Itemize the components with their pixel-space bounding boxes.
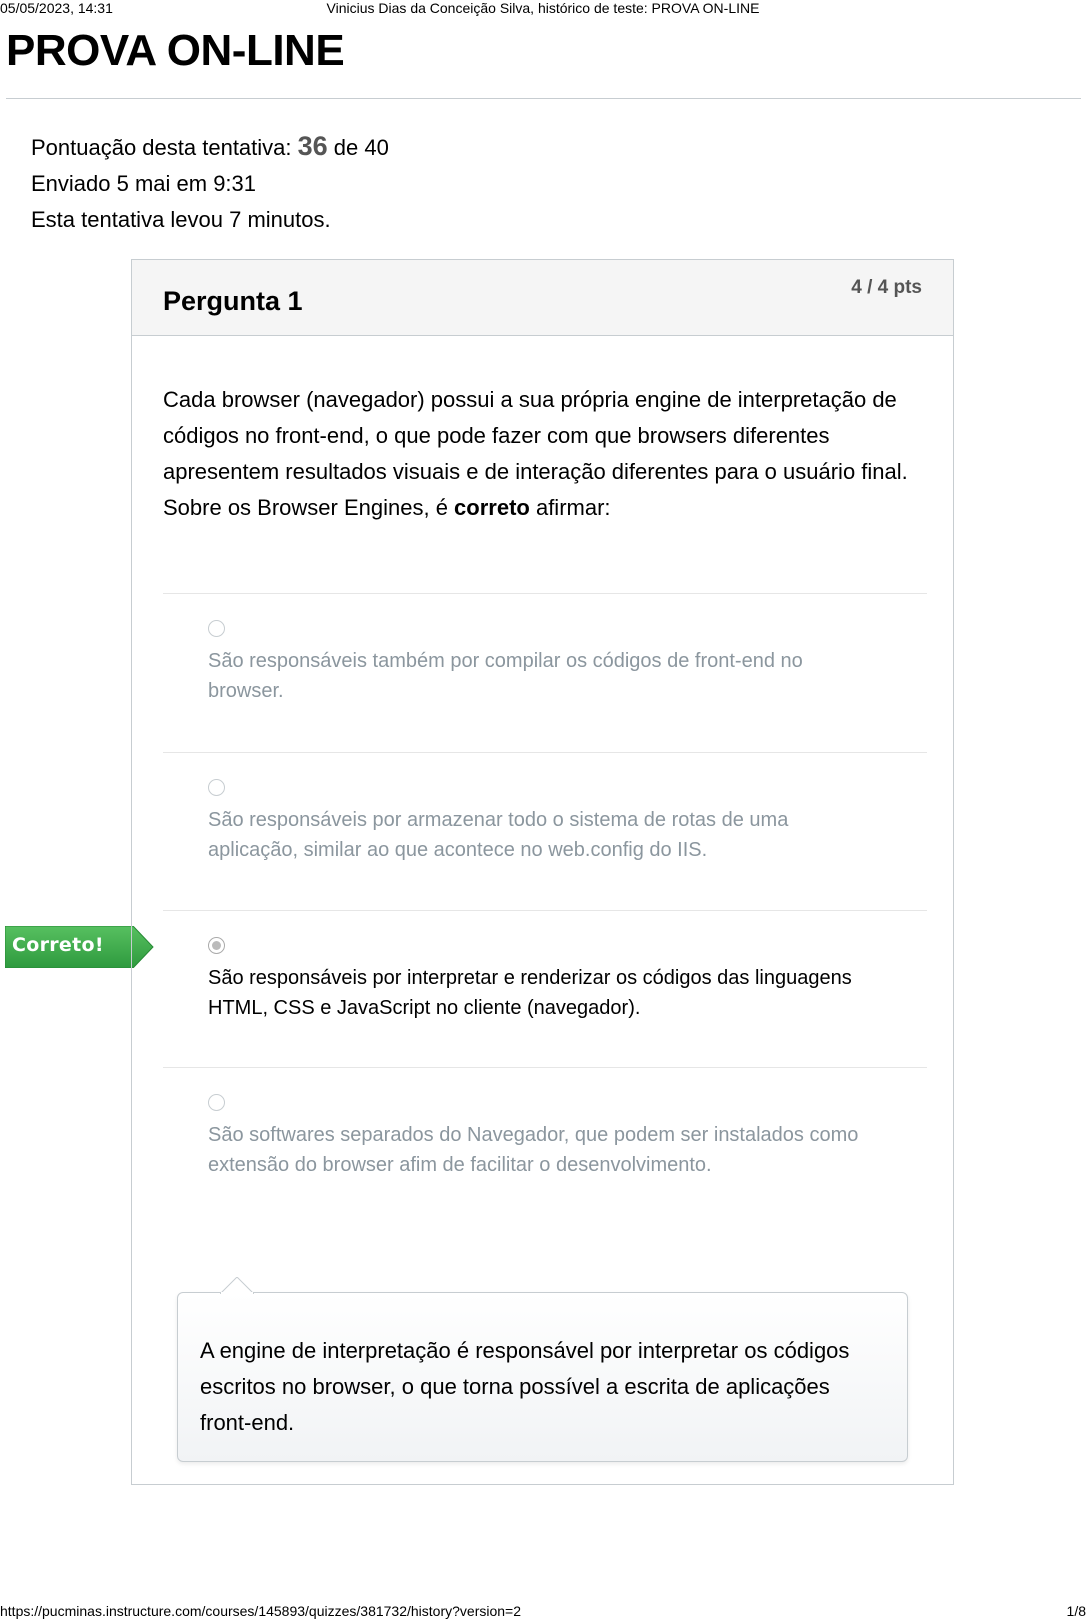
score-line	[31, 128, 389, 166]
score-suffix: de 40	[327, 135, 389, 160]
question-text	[163, 382, 933, 526]
duration-line: Esta tentativa levou 7 minutos.	[31, 207, 331, 232]
score-prefix: Pontuação desta tentativa:	[31, 135, 298, 160]
answer-option[interactable]	[163, 752, 927, 911]
question-header	[132, 260, 953, 336]
answer-text: São responsáveis por armazenar todo o sistema de rotas de uma aplicação, similar ao que acontece no web.config do IIS.	[208, 809, 789, 861]
prompt-emphasis: correto	[454, 495, 530, 520]
feedback-text: A engine de interpretação é responsável por interpretar os códigos escritos no browser, o que torna possível a escrita de aplicações front-end.	[200, 1338, 850, 1435]
answer-text: São responsáveis por interpretar e renderizar os códigos das linguagens HTML, CSS e JavaScript no cliente (navegador).	[208, 967, 852, 1019]
correct-flag-label: Correto!	[12, 934, 104, 956]
print-header	[0, 0, 1086, 18]
print-page-number: 1/8	[1066, 1603, 1086, 1619]
answer-radio[interactable]	[208, 779, 225, 796]
feedback-caret	[220, 1277, 254, 1294]
print-url: https://pucminas.instructure.com/courses/145893/quizzes/381732/history?version=2	[0, 1603, 522, 1619]
prompt-before: Sobre os Browser Engines, é	[163, 495, 455, 520]
answer-radio-checked[interactable]	[208, 937, 225, 954]
title-divider	[6, 98, 1081, 99]
print-footer	[0, 1603, 1086, 1622]
answer-option-selected[interactable]	[163, 910, 927, 1068]
question-title: Pergunta 1	[163, 286, 303, 316]
answer-radio[interactable]	[208, 1094, 225, 1111]
answer-radio[interactable]	[208, 620, 225, 637]
submitted-line: Enviado 5 mai em 9:31	[31, 171, 257, 196]
prompt-after: afirmar:	[529, 495, 611, 520]
score-value: 36	[297, 131, 328, 161]
answer-option[interactable]	[163, 1067, 927, 1228]
attempt-summary	[31, 128, 389, 238]
print-doc-title: Vinicius Dias da Conceição Silva, histórico de teste: PROVA ON-LINE	[326, 0, 760, 16]
question-points: 4 / 4 pts	[851, 277, 922, 298]
answer-text: São responsáveis também por compilar os códigos de front-end no browser.	[208, 650, 803, 702]
page-title: PROVA ON-LINE	[6, 26, 345, 75]
answer-text: São softwares separados do Navegador, que podem ser instalados como extensão do browser afim de facilitar o desenvolvimento.	[208, 1124, 859, 1176]
print-date: 05/05/2023, 14:31	[0, 0, 113, 16]
question-prompt	[163, 490, 933, 526]
answer-option[interactable]	[163, 593, 927, 753]
answer-feedback	[177, 1292, 908, 1462]
question-card	[131, 259, 954, 1485]
question-paragraph: Cada browser (navegador) possui a sua própria engine de interpretação de códigos no front-end, o que pode fazer com que browsers diferentes apresentem resultados visuais e de interação diferentes para o usuário final.	[163, 387, 908, 484]
